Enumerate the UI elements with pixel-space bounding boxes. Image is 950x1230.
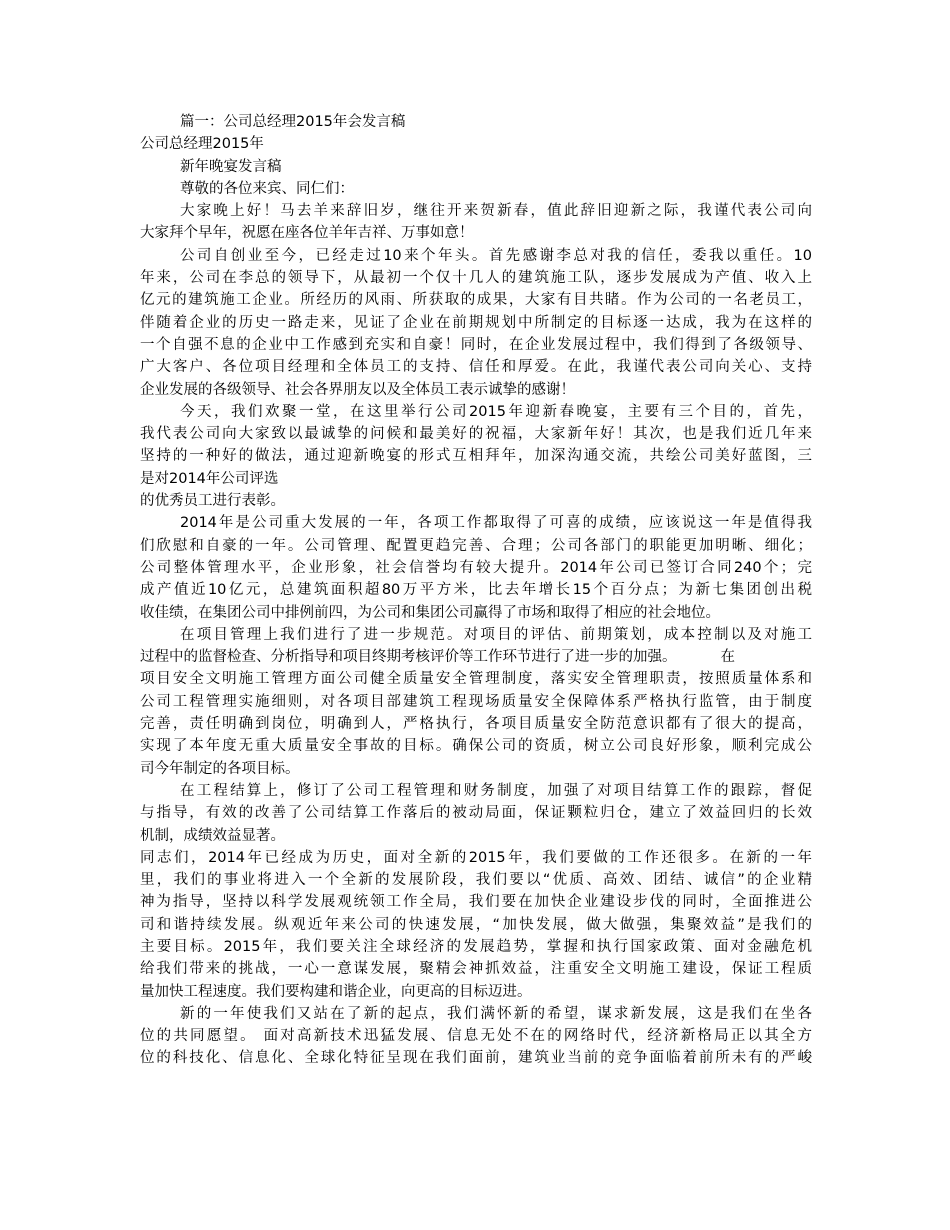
line-text: 的优秀员工进行表彰。 — [140, 493, 285, 510]
line-text: 企业发展的各级领导、社会各界朋友以及全体员工表示诚挚的感谢！ — [140, 381, 575, 398]
text-line — [140, 847, 812, 869]
text-line — [140, 869, 812, 891]
line-text: 在工程结算上，修订了公司工程管理和财务制度，加强了对项目结算工作的跟踪，督促 — [180, 782, 812, 799]
line-text: 公司工程管理实施细则，对各项目部建筑工程现场质量安全保障体系严格执行监管，由于制度 — [140, 693, 812, 710]
line-text: 我代表公司向大家致以最诚挚的问候和最美好的祝福，大家新年好！其次，也是我们近几年来 — [140, 426, 812, 443]
text-line — [140, 222, 812, 244]
line-text: 公司自创业至今，已经走过10来个年头。首先感谢李总对我的信任，委我以重任。10 — [180, 247, 812, 264]
line-text: 项目安全文明施工管理方面公司健全质量安全管理制度，落实安全管理职责，按照质量体系和 — [140, 671, 812, 688]
line-text: 公司总经理2015年 — [140, 136, 264, 153]
line-text: 实现了本年度无重大质量安全事故的目标。确保公司的资质，树立公司良好形象，顺利完成公 — [140, 738, 812, 755]
text-line — [140, 713, 812, 735]
text-line — [140, 1047, 812, 1069]
text-line — [140, 445, 812, 467]
text-line — [140, 379, 812, 401]
text-line — [140, 156, 812, 178]
line-text: 神为指导，坚持以科学发展观统领工作全局，我们要在加快企业建设步伐的同时，全面推进公 — [140, 894, 812, 911]
text-line — [140, 602, 812, 624]
text-line — [140, 579, 812, 601]
line-text: 主要目标。2015年，我们要关注全球经济的发展趋势，掌握和执行国家政策、面对金融危机 — [140, 938, 812, 955]
text-line — [140, 111, 812, 133]
line-text: 与指导，有效的改善了公司结算工作落后的被动局面，保证颗粒归仓，建立了效益回归的长效 — [140, 805, 812, 822]
line-text: 是对2014年公司评选 — [140, 470, 279, 487]
line-text: 司和谐持续发展。纵观近年来公司的快速发展，“加快发展，做大做强，集聚效益”是我们的 — [140, 916, 812, 933]
text-line — [140, 312, 812, 334]
line-text: 公司整体管理水平，企业形象，社会信誉均有较大提升。2014年公司已签订合同240个；完 — [140, 559, 812, 576]
line-text: 新年晚宴发言稿 — [180, 158, 282, 175]
line-text: 成产值近10亿元，总建筑面积超80万平方米，比去年增长15个百分点；为新七集团创出税 — [140, 582, 812, 599]
text-line — [140, 891, 812, 913]
text-line — [140, 512, 812, 534]
text-line — [140, 468, 812, 490]
line-text: 给我们带来的挑战，一心一意谋发展，聚精会神抓效益，注重安全文明施工建设，保证工程质 — [140, 961, 812, 978]
line-text: 位的科技化、信息化、全球化特征呈现在我们面前，建筑业当前的竞争面临着前所未有的严峻 — [140, 1050, 812, 1067]
line-text: 大家拜个早年，祝愿在座各位羊年吉祥、万事如意！ — [140, 225, 474, 242]
line-text: 亿元的建筑施工企业。所经历的风雨、所获取的成果，大家有目共睹。作为公司的一名老员工， — [140, 292, 812, 309]
text-line — [140, 981, 812, 1003]
line-text: 尊敬的各位来宾、同仁们： — [180, 180, 354, 197]
text-line — [140, 535, 812, 557]
line-text: 收佳绩，在集团公司中排例前四，为公司和集团公司赢得了市场和取得了相应的社会地位。 — [140, 604, 720, 621]
text-line — [140, 958, 812, 980]
line-text: 新的一年使我们又站在了新的起点，我们满怀新的希望，谋求新发展，这是我们在坐各 — [180, 1005, 812, 1022]
text-line — [140, 133, 812, 155]
text-line — [140, 802, 812, 824]
line-tail-text: 在 — [720, 649, 735, 666]
text-line — [140, 780, 812, 802]
text-line — [140, 267, 812, 289]
text-line — [140, 646, 812, 668]
text-line — [140, 490, 812, 512]
line-text: 过程中的监督检查、分析指导和项目终期考核评价等工作环节进行了进一步的加强。 — [140, 649, 677, 666]
line-text: 年来，公司在李总的领导下，从最初一个仅十几人的建筑施工队，逐步发展成为产值、收入上 — [140, 270, 812, 287]
text-line — [140, 624, 812, 646]
text-line — [140, 423, 812, 445]
text-line — [140, 758, 812, 780]
document-body — [140, 111, 812, 1070]
line-text: 一个自强不息的企业中工作感到充实和自豪！同时，在企业发展过程中，我们得到了各级领导、 — [140, 336, 812, 353]
text-line — [140, 936, 812, 958]
text-line — [140, 245, 812, 267]
text-line — [140, 668, 812, 690]
line-text: 机制，成绩效益显著。 — [140, 827, 285, 844]
line-text: 在项目管理上我们进行了进一步规范。对项目的评估、前期策划，成本控制以及对施工 — [180, 626, 812, 643]
line-text: 里，我们的事业将进入一个全新的发展阶段，我们要以“优质、高效、团结、诚信”的企业精 — [140, 872, 812, 889]
line-text: 伴随着企业的历史一路走来，见证了企业在前期规划中所制定的目标逐一达成，我为在这样的 — [140, 314, 812, 331]
line-text: 们欣慰和自豪的一年。公司管理、配置更趋完善、合理；公司各部门的职能更加明晰、细化； — [140, 537, 812, 554]
text-line — [140, 200, 812, 222]
line-text: 同志们，2014年已经成为历史，面对全新的2015年，我们要做的工作还很多。在新的一年 — [140, 849, 812, 866]
text-line — [140, 914, 812, 936]
text-line — [140, 1025, 812, 1047]
text-line — [140, 735, 812, 757]
text-line — [140, 825, 812, 847]
text-line — [140, 289, 812, 311]
line-text: 位的共同愿望。 面对高新技术迅猛发展、信息无处不在的网络时代，经济新格局正以其全方 — [140, 1028, 812, 1045]
text-line — [140, 334, 812, 356]
text-line — [140, 356, 812, 378]
text-line — [140, 1003, 812, 1025]
line-text: 司今年制定的各项目标。 — [140, 760, 300, 777]
line-text: 今天，我们欢聚一堂，在这里举行公司2015年迎新春晚宴，主要有三个目的，首先， — [180, 403, 812, 420]
line-text: 量加快工程速度。我们要构建和谐企业，向更高的目标迈进。 — [140, 983, 532, 1000]
text-line — [140, 178, 812, 200]
line-text: 坚持的一种好的做法，通过迎新晚宴的形式互相拜年，加深沟通交流，共绘公司美好蓝图，三 — [140, 448, 812, 465]
text-line — [140, 557, 812, 579]
line-text: 2014年是公司重大发展的一年，各项工作都取得了可喜的成绩，应该说这一年是值得我 — [180, 515, 812, 532]
text-line — [140, 691, 812, 713]
line-text: 完善，责任明确到岗位，明确到人，严格执行，各项目质量安全防范意识都有了很大的提高， — [140, 716, 812, 733]
line-text: 篇一：公司总经理2015年会发言稿 — [180, 114, 406, 130]
text-line — [140, 401, 812, 423]
line-text: 大家晚上好！马去羊来辞旧岁，继往开来贺新春，值此辞旧迎新之际，我谨代表公司向 — [180, 203, 812, 220]
line-text: 广大客户、各位项目经理和全体员工的支持、信任和厚爱。在此，我谨代表公司向关心、支持 — [140, 359, 812, 376]
